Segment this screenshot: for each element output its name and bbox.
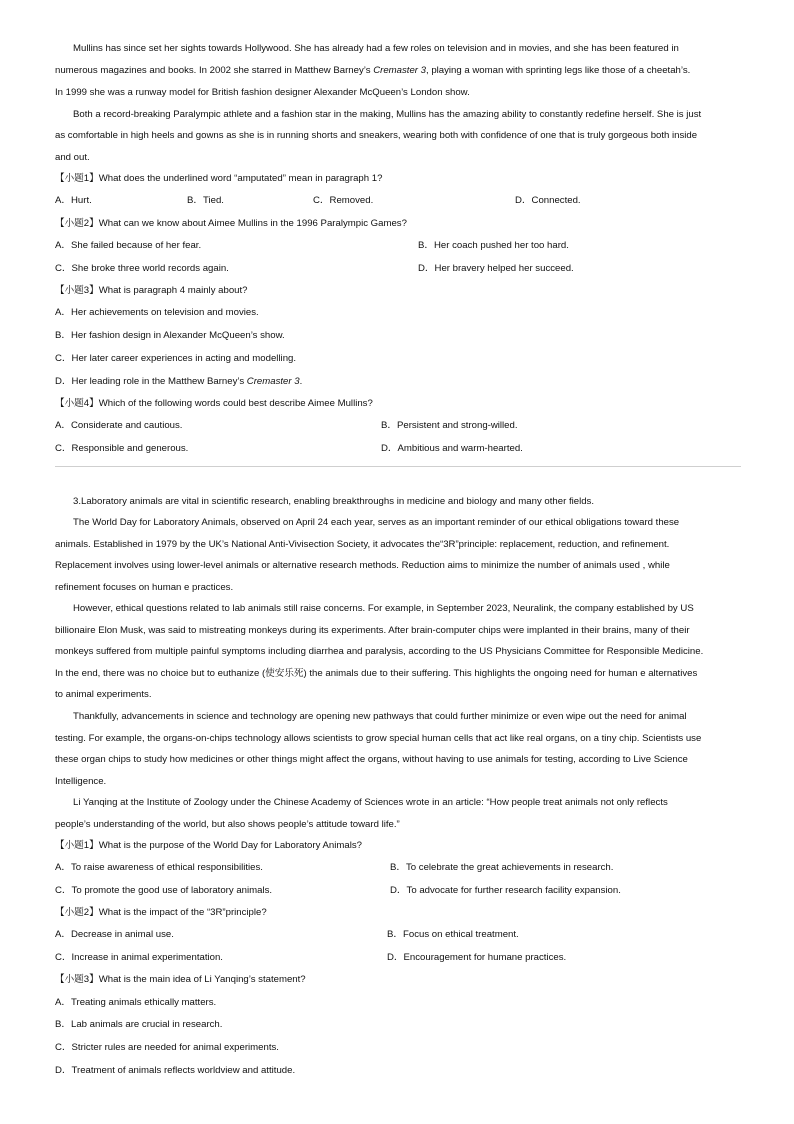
option-b: B．Lab animals are crucial in research. bbox=[55, 1019, 223, 1030]
question-stem: 【小题1】What does the underlined word “amputated” mean in paragraph 1? bbox=[55, 173, 383, 184]
option-d: D．Connected. bbox=[515, 195, 581, 206]
question-stem: 【小题4】Which of the following words could best describe Aimee Mullins? bbox=[55, 398, 373, 409]
italic-title: Cremaster 3 bbox=[373, 65, 426, 76]
paragraph-line: Li Yanqing at the Institute of Zoology under the Chinese Academy of Sciences wrote in an article: “How people treat animals not only reflects bbox=[73, 797, 668, 808]
option-a: A．Treating animals ethically matters. bbox=[55, 997, 217, 1008]
paragraph-line: Intelligence. bbox=[55, 776, 107, 787]
option-b: B．Focus on ethical treatment. bbox=[387, 929, 519, 940]
option-c: C．Increase in animal experimentation. bbox=[55, 952, 223, 963]
paragraph-line: billionaire Elon Musk, was said to mistreating monkeys during its experiments. After brain-computer chips were implanted in their brains, many of their bbox=[55, 625, 690, 636]
paragraph-line: as comfortable in high heels and gowns as she is in running shorts and sneakers, wearing both with confidence of one that is truly gorgeous both inside bbox=[55, 130, 698, 141]
option-d: D．Encouragement for humane practices. bbox=[387, 952, 567, 963]
option-b: B．Her coach pushed her too hard. bbox=[418, 240, 569, 251]
paragraph-line: numerous magazines and books. In 2002 she starred in Matthew Barney’s Cremaster 3, playing a woman with sprinting legs like those of a cheetah’s. bbox=[55, 65, 691, 76]
paragraph-line: refinement focuses on human e practices. bbox=[55, 582, 234, 593]
paragraph-line: Replacement involves using lower-level animals or alternative research methods. Reduction aims to minimize the number of animals used , while bbox=[55, 560, 670, 571]
option-c: C．Her later career experiences in acting and modelling. bbox=[55, 353, 297, 364]
italic-title: Cremaster 3 bbox=[246, 376, 300, 387]
paragraph-line: people’s understanding of the world, but also shows people’s attitude toward life.” bbox=[55, 819, 400, 830]
question-stem: 【小题3】What is the main idea of Li Yanqing’s statement? bbox=[55, 974, 306, 985]
paragraph-line: Thankfully, advancements in science and technology are opening new pathways that could further minimize or even wipe out the need for animal bbox=[73, 711, 687, 722]
option-d: D．Treatment of animals reflects worldview and attitude. bbox=[55, 1065, 296, 1076]
option-b: B．To celebrate the great achievements in research. bbox=[390, 862, 614, 873]
option-d: D．Her bravery helped her succeed. bbox=[418, 263, 574, 274]
option-b: B．Tied. bbox=[187, 195, 224, 206]
option-a: A．Hurt. bbox=[55, 195, 92, 206]
option-d: D．Ambitious and warm-hearted. bbox=[381, 443, 523, 454]
paragraph-line: In the end, there was no choice but to euthanize (使安乐死) the animals due to their suffering. This highlights the ongoing need for human e alternatives bbox=[55, 668, 698, 679]
paragraph-line: animals. Established in 1979 by the UK’s National Anti-Vivisection Society, it advocates the“3R”principle: replacement, reduction, and refinement. bbox=[55, 539, 670, 550]
paragraph-line: and out. bbox=[55, 152, 90, 163]
option-c: C．Responsible and generous. bbox=[55, 443, 189, 454]
option-a: A．Considerate and cautious. bbox=[55, 420, 183, 431]
option-a: A．Decrease in animal use. bbox=[55, 929, 174, 940]
option-c: C．To promote the good use of laboratory animals. bbox=[55, 885, 273, 896]
question-stem: 【小题2】What is the impact of the “3R”principle? bbox=[55, 907, 267, 918]
option-b: B．Her fashion design in Alexander McQueen’s show. bbox=[55, 330, 285, 341]
option-d: D．Her leading role in the Matthew Barney’s Cremaster 3. bbox=[55, 376, 303, 387]
paragraph-line: Both a record-breaking Paralympic athlete and a fashion star in the making, Mullins has the amazing ability to constantly redefine herself. She is just bbox=[73, 109, 702, 120]
paragraph-line: 3.Laboratory animals are vital in scientific research, enabling breakthroughs in medicine and biology and many other fields. bbox=[73, 496, 595, 507]
option-c: C．Stricter rules are needed for animal experiments. bbox=[55, 1042, 279, 1053]
paragraph-line: The World Day for Laboratory Animals, observed on April 24 each year, serves as an important reminder of our ethical obligations toward these bbox=[73, 517, 680, 528]
option-a: A．Her achievements on television and movies. bbox=[55, 307, 259, 318]
paragraph-line: However, ethical questions related to lab animals still raise concerns. For example, in September 2023, Neuralink, the company established by US bbox=[73, 603, 694, 614]
paragraph-line: these organ chips to study how medicines or other things might affect the organs, without having to use animals for testing, according to Live Science bbox=[55, 754, 688, 765]
option-d: D．To advocate for further research facility expansion. bbox=[390, 885, 621, 896]
paragraph-line: testing. For example, the organs-on-chips technology allows scientists to grow special human cells that act like real organs, on a tiny chip. Scientists use bbox=[55, 733, 702, 744]
paragraph-line: monkeys suffered from multiple painful symptoms including diarrhea and paralysis, according to the US Physicians Committee for Responsible Medicine. bbox=[55, 646, 704, 657]
paragraph-line: Mullins has since set her sights towards Hollywood. She has already had a few roles on television and in movies, and she has been featured in bbox=[73, 43, 679, 54]
option-a: A．She failed because of her fear. bbox=[55, 240, 202, 251]
section-divider bbox=[55, 466, 741, 467]
option-a: A．To raise awareness of ethical responsibilities. bbox=[55, 862, 263, 873]
question-stem: 【小题2】What can we know about Aimee Mullins in the 1996 Paralympic Games? bbox=[55, 218, 407, 229]
option-c: C．She broke three world records again. bbox=[55, 263, 229, 274]
question-stem: 【小题1】What is the purpose of the World Day for Laboratory Animals? bbox=[55, 840, 362, 851]
paragraph-line: In 1999 she was a runway model for British fashion designer Alexander McQueen’s London show. bbox=[55, 87, 470, 98]
question-stem: 【小题3】What is paragraph 4 mainly about? bbox=[55, 285, 248, 296]
option-b: B．Persistent and strong-willed. bbox=[381, 420, 518, 431]
option-c: C．Removed. bbox=[313, 195, 374, 206]
paragraph-line: to animal experiments. bbox=[55, 689, 152, 700]
